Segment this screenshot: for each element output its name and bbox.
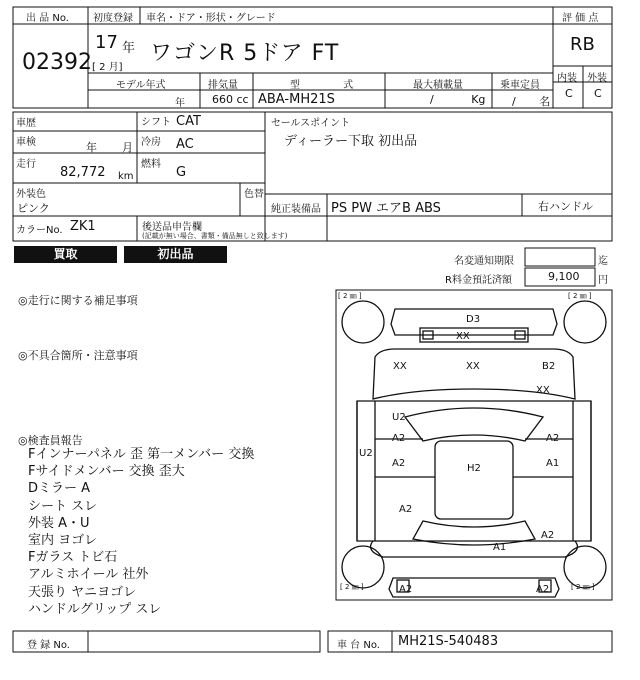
rating-value: RB bbox=[570, 34, 595, 55]
driving-notes-label: ◎走行に関する補足事項 bbox=[18, 294, 138, 307]
chassis-number-label: 車 台 No. bbox=[337, 640, 380, 651]
mark-right-front-door: A2 bbox=[546, 433, 560, 444]
sales-point-label: セールスポイント bbox=[271, 118, 351, 129]
model-year-unit: 年 bbox=[175, 98, 185, 109]
inspector-report-label: ◎検査員報告 bbox=[18, 434, 83, 447]
inspection-label: 車検 bbox=[16, 137, 36, 148]
tire-depth-rear-left: [ 2 ㎜ ] bbox=[340, 583, 364, 591]
inspection-month: 月 bbox=[122, 141, 133, 154]
ac-label: 冷房 bbox=[141, 137, 161, 148]
capacity: / 名 bbox=[512, 95, 551, 108]
fuel-value: G bbox=[176, 165, 187, 180]
car-damage-diagram bbox=[335, 289, 613, 601]
type-label: 型 式 bbox=[290, 80, 354, 91]
displacement: 660 cc bbox=[212, 93, 249, 106]
buy-badge: 買取 bbox=[14, 246, 117, 263]
shift-label: シフト bbox=[141, 117, 171, 128]
inspector-line: 外装 A・U bbox=[28, 515, 90, 531]
first-listing-badge: 初出品 bbox=[124, 246, 227, 263]
first-registration-year: 17 bbox=[95, 32, 118, 53]
mark-grille: XX bbox=[456, 331, 470, 342]
inspector-line: アルミホイール 社外 bbox=[28, 567, 149, 583]
first-registration-label: 初度登録 bbox=[93, 13, 133, 24]
recycle-fee-label: R料金預託済額 bbox=[445, 275, 512, 286]
inspector-line: 室内 ヨゴレ bbox=[28, 533, 98, 549]
fuel-label: 燃料 bbox=[141, 159, 161, 170]
mileage-label: 走行 bbox=[16, 159, 36, 170]
mark-right-rear-quarter: A2 bbox=[541, 530, 555, 541]
lot-number-label: 出 品 No. bbox=[26, 13, 69, 24]
equipment: PS PW エアB ABS bbox=[331, 201, 441, 216]
registration-number-label: 登 録 No. bbox=[27, 640, 70, 651]
inspector-line: Fガラス トビ石 bbox=[28, 550, 118, 566]
inspector-report bbox=[28, 446, 254, 618]
post-delivery-label: 後送品申告欄 bbox=[142, 222, 202, 233]
inspector-line: Fサイドメンバー 交換 歪大 bbox=[28, 464, 185, 480]
shift-value: CAT bbox=[176, 114, 201, 129]
mark-left-side-u2: U2 bbox=[359, 448, 373, 459]
inspector-line: Dミラー A bbox=[28, 481, 91, 497]
car-name-label: 車名・ドア・形状・グレード bbox=[146, 13, 276, 24]
recycle-fee-unit: 円 bbox=[598, 275, 608, 286]
mark-front-bumper: D3 bbox=[466, 314, 481, 325]
tire-depth-front-left: [ 2 ㎜ ] bbox=[338, 292, 362, 300]
color-number-label: カラーNo. bbox=[16, 225, 63, 236]
mark-left-fender-u2: U2 bbox=[392, 412, 406, 423]
max-load: / Kg bbox=[430, 93, 486, 106]
inspector-line: Fインナーパネル 歪 第一メンバー 交換 bbox=[28, 447, 255, 462]
steering-side: 右ハンドル bbox=[538, 200, 593, 213]
mark-rear-bumper-right: A2 bbox=[536, 584, 550, 595]
mark-roof: H2 bbox=[467, 463, 481, 474]
mileage-value: 82,772 bbox=[60, 165, 106, 180]
sales-point: ディーラー下取 初出品 bbox=[284, 134, 418, 149]
mileage-unit: km bbox=[118, 171, 134, 182]
defects-label: ◎不具合箇所・注意事項 bbox=[18, 349, 138, 362]
transfer-deadline-unit: 迄 bbox=[598, 256, 608, 267]
capacity-label: 乗車定員 bbox=[500, 80, 540, 91]
exterior-grade-label: 外装 bbox=[587, 73, 607, 84]
car-name: ワゴンR 5ドア FT bbox=[150, 41, 340, 66]
interior-grade-label: 内装 bbox=[557, 73, 577, 84]
inspector-line: 天張り ヤニヨゴレ bbox=[28, 584, 137, 600]
chassis-number: MH21S-540483 bbox=[398, 634, 499, 649]
mark-rear-bumper-left: A2 bbox=[399, 584, 413, 595]
mark-back-door: A1 bbox=[493, 542, 507, 553]
max-load-label: 最大積載量 bbox=[413, 80, 463, 91]
mark-left-rear: A2 bbox=[399, 504, 413, 515]
tire-depth-rear-right: [ 2 ㎜ ] bbox=[571, 583, 595, 591]
model-year-label: モデル年式 bbox=[116, 80, 166, 91]
color-change-label: 色替 bbox=[244, 189, 264, 200]
mark-right-rear-door: A1 bbox=[546, 458, 560, 469]
mark-hood-center: XX bbox=[466, 361, 480, 372]
recycle-fee-amount: 9,100 bbox=[548, 270, 580, 283]
model-type: ABA-MH21S bbox=[258, 92, 335, 107]
equipment-label: 純正装備品 bbox=[271, 204, 321, 215]
inspector-line: ハンドルグリップ スレ bbox=[28, 601, 162, 617]
transfer-deadline-label: 名変通知期限 bbox=[454, 256, 514, 267]
mark-left-fender-a2: A2 bbox=[392, 433, 406, 444]
history-label: 車歴 bbox=[16, 118, 36, 129]
first-registration-month: [ 2 月] bbox=[92, 62, 123, 73]
color-number: ZK1 bbox=[70, 219, 96, 234]
lot-number: 02392 bbox=[22, 50, 92, 75]
inspector-line: シート スレ bbox=[28, 498, 98, 514]
displacement-label: 排気量 bbox=[208, 80, 238, 91]
exterior-grade: C bbox=[594, 87, 602, 100]
exterior-color: ピンク bbox=[17, 202, 50, 215]
inspection-year: 年 bbox=[86, 141, 97, 154]
first-registration-year-unit: 年 bbox=[122, 41, 136, 56]
rating-label: 評 価 点 bbox=[562, 13, 599, 24]
tire-depth-front-right: [ 2 ㎜ ] bbox=[568, 292, 592, 300]
mark-hood-right-xx: XX bbox=[536, 385, 550, 396]
mark-hood-right-b2: B2 bbox=[542, 361, 556, 372]
mark-left-front-door: A2 bbox=[392, 458, 406, 469]
ac-value: AC bbox=[176, 137, 194, 152]
post-delivery-note: (記載が無い場合、書類・備品無しと致します) bbox=[142, 232, 288, 240]
exterior-color-label: 外装色 bbox=[16, 189, 46, 200]
mark-hood-left: XX bbox=[393, 361, 407, 372]
interior-grade: C bbox=[565, 87, 573, 100]
